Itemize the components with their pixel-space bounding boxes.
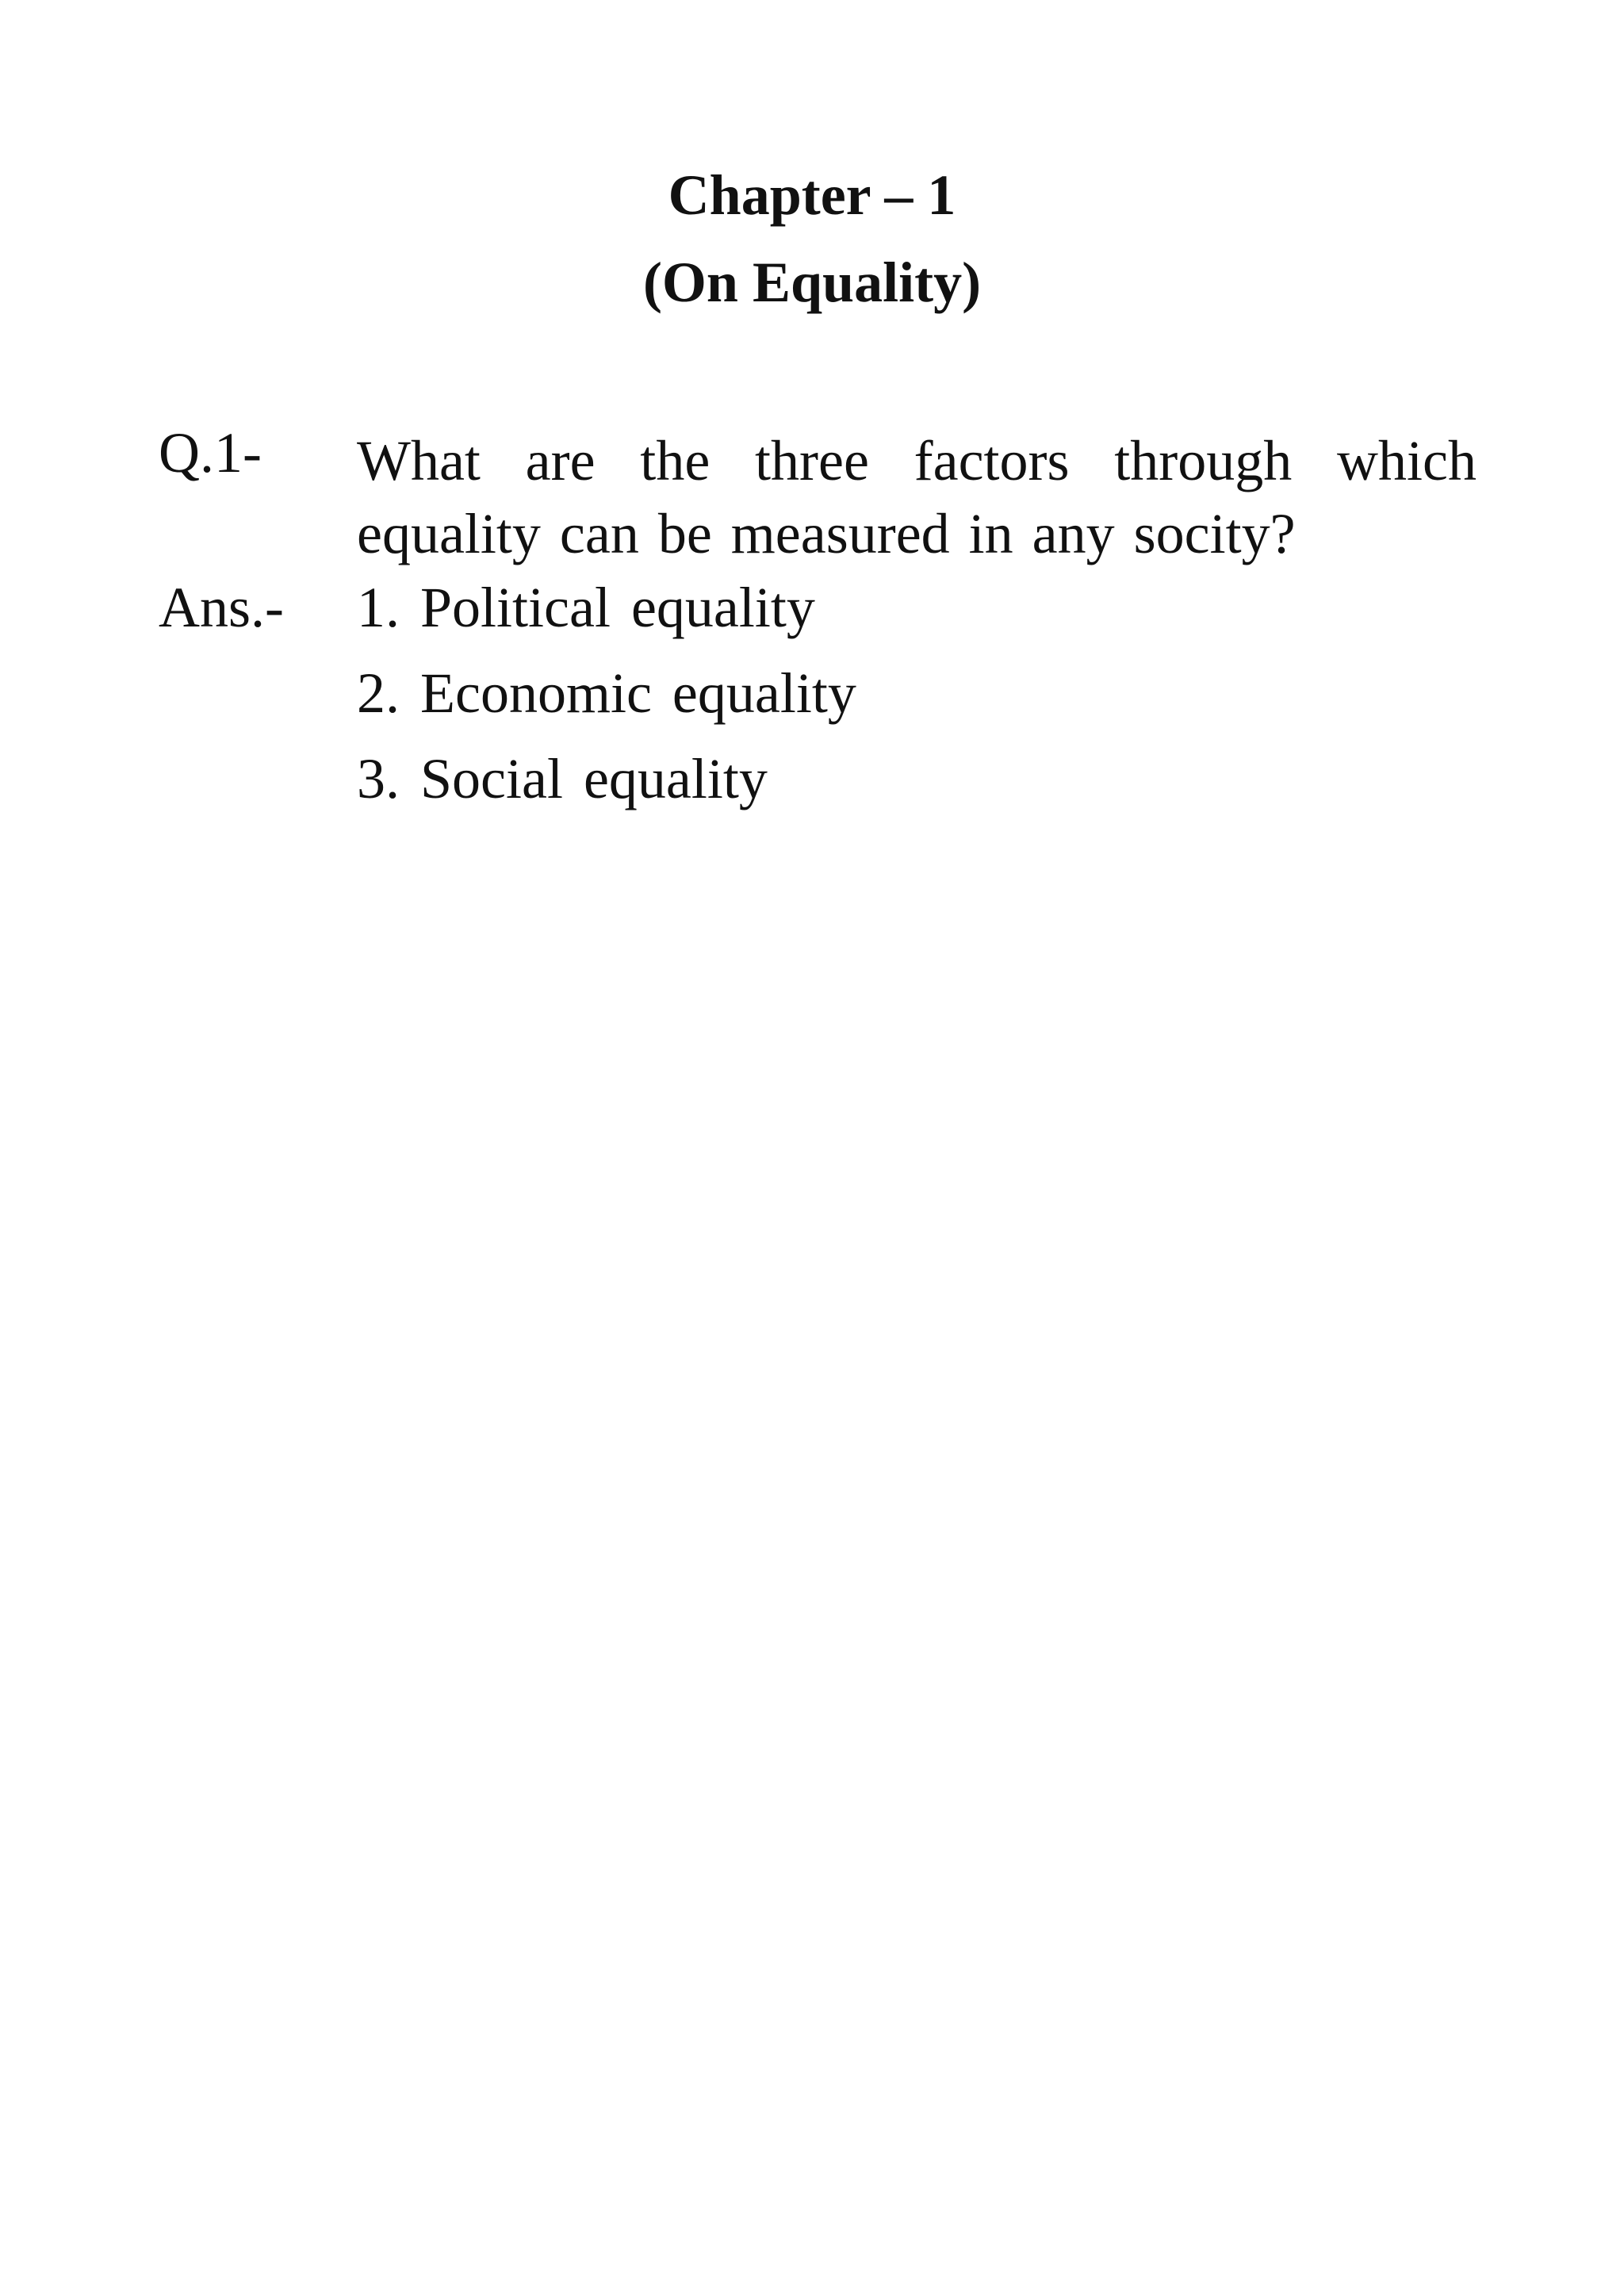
question-line-2: equality can be measured in any socity? <box>357 502 1296 565</box>
chapter-subtitle: (On Equality) <box>642 251 982 314</box>
question-label: Q.1- <box>159 421 262 485</box>
answer-item-political: 1. Political equality <box>357 576 815 639</box>
question-line-1: What are the three factors through which <box>357 429 1477 492</box>
answer-item-social: 3. Social equality <box>357 747 768 810</box>
answer-item-economic: 2. Economic equality <box>357 661 856 725</box>
question-text <box>357 424 1477 570</box>
answer-list <box>357 576 856 836</box>
chapter-title: Chapter – 1 <box>668 163 956 227</box>
answer-label: Ans.- <box>159 576 284 639</box>
